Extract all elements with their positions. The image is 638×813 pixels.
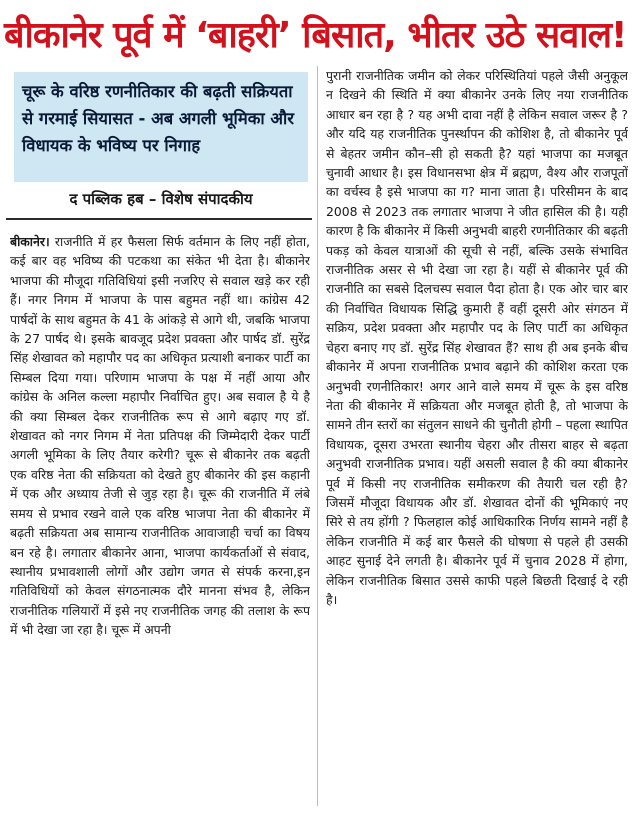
subheadline-box	[14, 72, 308, 182]
article-body-right: पुरानी राजनीतिक जमीन को लेकर परिस्थितियां पहले जैसी अनुकूल न दिखने की स्थिति में क्या बीकानेर उनके लिए नया राजनीतिक आधार बन रहा है ? यह अभी दावा नहीं है लेकिन सवाल जरूर है ? और यदि यह राजनीतिक पुनर्स्थापन की कोशिश है, तो बीकानेर पूर्व से बेहतर जमीन कौन–सी हो सकती है? यहां भाजपा का मजबूत चुनावी आधार है। इस विधानसभा क्षेत्र में ब्रह्मण, वैश्य और राजपूतों का वर्चस्व है इसे भाजपा का ग? माना जाता है। परिसीमन के बाद 2008 से 2023 तक लगातार भाजपा ने जीत हासिल की है। यही कारण है कि बीकानेर में किसी अनुभवी बाहरी रणनीतिकार की बढ़ती पकड़ को केवल यात्राओं की सूची से नहीं, बल्कि उसके संभावित राजनीतिक असर से भी देखा जा रहा है। यहीं से बीकानेर पूर्व की राजनीति का सबसे दिलचस्प सवाल पैदा होता है। एक ओर चार बार की निर्वाचित विधायक सिद्धि कुमारी हैं वहीं दूसरी ओर संगठन में सक्रिय, प्रदेश प्रवक्ता और महापौर पद के लिए पार्टी का अधिकृत चेहरा बनाए गए डॉ. सुरेंद्र सिंह शेखावत हैं? साथ ही अब इनके बीच बीकानेर में अपना राजनीतिक प्रभाव बढ़ाने की कोशिश करता एक अनुभवी रणनीतिकार! अगर आने वाले समय में चूरू के इस वरिष्ठ नेता की बीकानेर में सक्रियता और मजबूत होती है, तो भाजपा के सामने तीन स्तरों का संतुलन साधने की चुनौती होगी – पहला स्थापित विधायक, दूसरा उभरता स्थानीय चेहरा और तीसरा बाहर से बढ़ता अनुभवी राजनीतिक प्रभाव। यहीं असली सवाल है की क्या बीकानेर पूर्व में किसी नए राजनीतिक समीकरण की तैयारी चल रही है? जिसमें मौजूदा विधायक और डॉ. शेखावत दोनों की भूमिकाएं नए सिरे से तय होंगी ? फिलहाल कोई आधिकारिक निर्णय सामने नहीं है लेकिन राजनीति में कई बार फैसले की घोषणा से पहले ही उसकी आहट सुनाई देने लगती है। बीकानेर पूर्व में चुनाव 2028 में होगा, लेकिन राजनीतिक बिसात उससे काफी पहले बिछती दिखाई दे रही है।	[326, 68, 628, 607]
column-divider	[317, 66, 318, 806]
dateline: बीकानेर।	[10, 234, 50, 249]
byline: द पब्लिक हब – विशेष संपादकीय	[69, 190, 253, 208]
byline-divider	[6, 218, 312, 220]
headline: बीकानेर पूर्व में ‘बाहरी’ बिसात, भीतर उठे सवाल!	[4, 15, 627, 56]
subheadline: चूरू के वरिष्ठ रणनीतिकार की बढ़ती सक्रियता से गरमाई सियासत - अब अगली भूमिका और विधायक के भविष्य पर निगाह	[22, 82, 295, 155]
article-column-right	[326, 66, 628, 804]
article-body-left: राजनीति में हर फैसला सिर्फ वर्तमान के लिए नहीं होता, कई बार वह भविष्य की पटकथा का संकेत भी देता है। बीकानेर भाजपा की मौजूदा गतिविधियां इसी नजरिए से सवाल खड़े कर रही हैं। नगर निगम में भाजपा के पास बहुमत नहीं था। कांग्रेस 42 पार्षदों के साथ बहुमत के 41 के आंकड़े से आगे थी, जबकि भाजपा के 27 पार्षद थे। इसके बावजूद प्रदेश प्रवक्ता और पार्षद डॉ. सुरेंद्र सिंह शेखावत को महापौर पद का अधिकृत प्रत्याशी बनाकर पार्टी का सिम्बल दिया गया। परिणाम भाजपा के पक्ष में नहीं आया और कांग्रेस के अनिल कल्ला महापौर निर्वाचित हुए। अब सवाल है ये है की क्या सिम्बल देकर राजनीतिक रूप से आगे बढ़ाए गए डॉ. शेखावत को नगर निगम में नेता प्रतिपक्ष की जिम्मेदारी देकर पार्टी अगली भूमिका के लिए तैयार करेगी? चूरू से बीकानेर तक बढ़ती एक वरिष्ठ नेता की सक्रियता को देखते हुए बीकानेर की इस कहानी में एक और अध्याय तेजी से जुड़ रहा है। चूरू की राजनीति में लंबे समय से प्रभाव रखने वाले एक वरिष्ठ भाजपा नेता की बीकानेर में बढ़ती सक्रियता अब सामान्य राजनीतिक आवाजाही चर्चा का विषय बन रहे है। लगातार बीकानेर आना, भाजपा कार्यकर्ताओं से संवाद, स्थानीय प्रभावशाली लोगों और उद्योग जगत से संपर्क करना,इन गतिविधियों को केवल संगठनात्मक दौरे मानना संभव है, लेकिन राजनीतिक गलियारों में इसे नए राजनीतिक जगह की तलाश के रूप में भी देखा जा रहा है। चूरू में अपनी	[10, 234, 310, 638]
article-column-left	[10, 232, 310, 804]
article-paragraph-left	[10, 232, 310, 640]
